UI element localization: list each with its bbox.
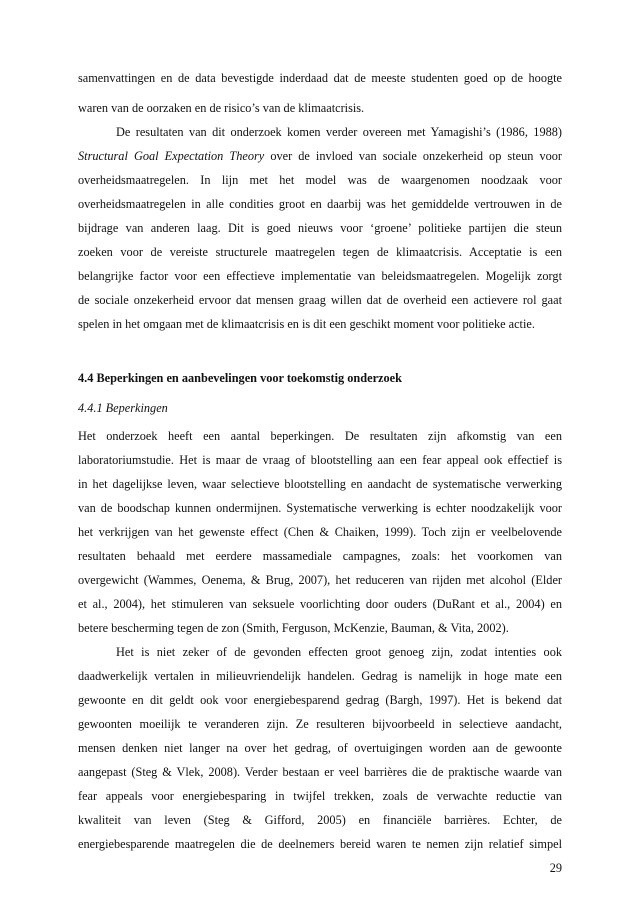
paragraph-line: et al., 2004), het stimuleren van seksuele voorlichting door ouders (DuRant et al., 2004) en — [78, 597, 562, 611]
paragraph-text: over de invloed van sociale onzekerheid op steun voor — [264, 149, 562, 163]
paragraph-line: gewoonten moeilijk te veranderen zijn. Ze resulteren bijvoorbeeld in selectieve aandacht, — [78, 717, 562, 731]
paragraph-line: mensen denken niet langer na over het gedrag, of overtuigingen worden aan de gewoonte — [78, 741, 562, 755]
paragraph-line: waren van de oorzaken en de risico’s van de klimaatcrisis. — [78, 101, 365, 115]
paragraph-line: laboratoriumstudie. Het is maar de vraag of blootstelling aan een fear appeal ook effectief is — [78, 453, 562, 467]
paragraph-line: spelen in het omgaan met de klimaatcrisis en is dit een geschikt moment voor politieke actie. — [78, 317, 535, 331]
paragraph-line: gewoonte en dit geldt ook voor energiebesparend gedrag (Bargh, 1997). Het is bekend dat — [78, 693, 562, 707]
paragraph-line: in het dagelijkse leven, waar selectieve blootstelling en aandacht de systematische verwerking — [78, 477, 562, 491]
paragraph-line: overgewicht (Wammes, Oenema, & Brug, 2007), het reduceren van rijden met alcohol (Elder — [78, 573, 562, 587]
paragraph-line: daadwerkelijk vertalen in milieuvriendelijk handelen. Gedrag is namelijk in hoge mate een — [78, 669, 562, 683]
paragraph-line: overheidsmaatregelen. In lijn met het model was de waargenomen noodzaak voor — [78, 173, 562, 187]
paragraph-line: de sociale onzekerheid ervoor dat mensen graag willen dat de overheid een actievere rol gaat — [78, 293, 562, 307]
paragraph-line: De resultaten van dit onderzoek komen verder overeen met Yamagishi’s (1986, 1988) — [116, 125, 562, 139]
paragraph-line: energiebesparende maatregelen die de deelnemers bereid waren te nemen zijn relatief simpel — [78, 837, 562, 851]
page-number: 29 — [549, 861, 562, 875]
paragraph-line: samenvattingen en de data bevestigde inderdaad dat de meeste studenten goed op de hoogte — [78, 71, 562, 85]
paragraph-line: Het onderzoek heeft een aantal beperkingen. De resultaten zijn afkomstig van een — [78, 429, 562, 443]
paragraph-line: fear appeals voor energiebesparing in twijfel trekken, zoals de verwachte reductie van — [78, 789, 562, 803]
subsection-heading: 4.4.1 Beperkingen — [78, 401, 168, 415]
paragraph-line: overheidsmaatregelen in alle condities groot en daarbij was het gemiddelde vertrouwen in de — [78, 197, 562, 211]
paragraph-line: zoeken voor de vereiste structurele maatregelen tegen de klimaatcrisis. Acceptatie is een — [78, 245, 562, 259]
theory-title: Structural Goal Expectation Theory — [78, 149, 265, 163]
paragraph-line: bijdrage van anderen laag. Dit is goed nieuws voor ‘groene’ politieke partijen die steun — [78, 221, 562, 235]
paragraph-line: belangrijke factor voor een effectieve implementatie van beleidsmaatregelen. Mogelijk zorgt — [78, 269, 562, 283]
paragraph-line: van de boodschap kunnen ondermijnen. Systematische verwerking is echter noodzakelijk voor — [78, 501, 562, 515]
paragraph-line: kwaliteit van leven (Steg & Gifford, 2005) en financiële barrières. Echter, de — [78, 813, 562, 827]
paragraph-line: aangepast (Steg & Vlek, 2008). Verder bestaan er veel barrières die de praktische waarde van — [78, 765, 562, 779]
paragraph-line: resultaten behaald met eerdere massamediale campagnes, zoals: het voorkomen van — [78, 549, 562, 563]
paragraph-line: Het is niet zeker of de gevonden effecten groot genoeg zijn, zodat intenties ook — [116, 645, 562, 659]
paragraph-line: het verkrijgen van het gewenste effect (Chen & Chaiken, 1999). Toch zijn er veelbelovende — [78, 525, 562, 539]
section-heading: 4.4 Beperkingen en aanbevelingen voor toekomstig onderzoek — [78, 371, 402, 385]
paragraph-line: betere bescherming tegen de zon (Smith, Ferguson, McKenzie, Bauman, & Vita, 2002). — [78, 621, 509, 635]
paragraph-line — [78, 148, 562, 164]
